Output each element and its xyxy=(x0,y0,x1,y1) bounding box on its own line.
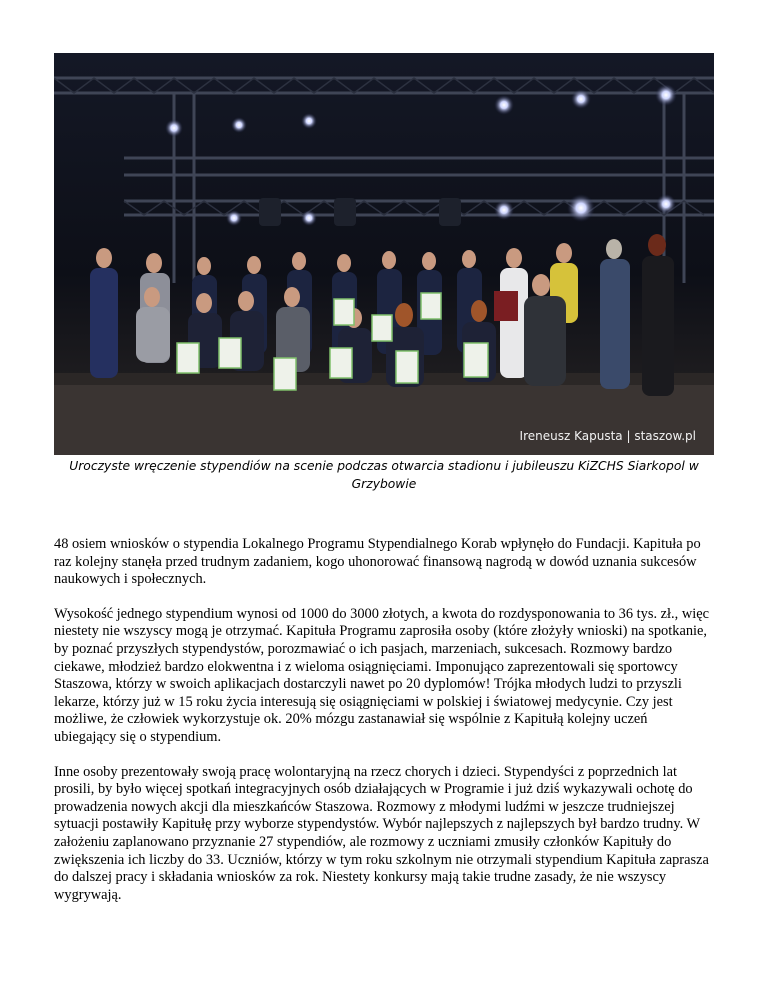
article-photo xyxy=(54,53,714,455)
group-photo-stage-image xyxy=(54,53,714,455)
photo-credit: Ireneusz Kapusta | staszow.pl xyxy=(519,429,696,443)
article-body xyxy=(54,536,712,921)
photo-caption: Uroczyste wręczenie stypendiów na scenie podczas otwarcia stadionu i jubileuszu KiZCHS Siarkopol w Grzybowie xyxy=(69,459,699,491)
paragraph: Wysokość jednego stypendium wynosi od 1000 do 3000 złotych, a kwota do rozdysponowania to 36 tys. zł., więc niestety nie wszyscy mogą je otrzymać. Kapituła Programu zaprosiła osoby (które złożyły wnioski) na spotkanie, by poznać przyszłych stypendystów, porozmawiać o ich pasjach, marzeniach, sukcesach. Rozmowy bardzo ciekawe, młodzież bardzo elokwentna i z wieloma osiągnięciami. Imponująco zaprezentowali się sportowcy Staszowa, którzy w swoich aplikacjach dostarczyli nawet po 20 dyplomów! Trójka młodych ludzi to przyszli lekarze, którzy już w 15 roku życia interesują się osiągnięciami w polskiej i światowej medycynie. Czy jest możliwe, że człowiek wykorzystuje ok. 20% mózgu zastanawiał się wspólnie z Kapitułą kolejny uczeń ubiegający się o stypendium. xyxy=(54,605,710,745)
paragraph: 48 osiem wniosków o stypendia Lokalnego Programu Stypendialnego Korab wpłynęło do Fundacji. Kapituła po raz kolejny stanęła przed trudnym zadaniem, kogo uhonorować finansową nagrodą w dowód uznania sukcesów naukowych i społecznych. xyxy=(54,536,701,588)
paragraph: Inne osoby prezentowały swoją pracę wolontaryjną na rzecz chorych i dzieci. Stypendyści z poprzednich lat prosili, by było więcej spotkań integracyjnych osób działających w Programie i już dziś wykazywali ochotę do prowadzenia nowych akcji dla mieszkańców Staszowa. Rozmowy z młodymi ludźmi w jeszcze trudniejszej sytuacji postawiły Kapitułę przy wyborze stypendystów. Wybór najlepszych z najlepszych był bardzo trudny. W założeniu zaplanowano przyznanie 27 stypendiów, ale rozmowy z uczniami zmusiły członków Kapituły do zwiększenia ich liczby do 33. Uczniów, którzy w tym roku szkolnym nie otrzymali stypendium Kapituła zaprasza do dalszej pracy i składania wniosków za rok. Niestety konkursy mają takie trudne zasady, że nie wszyscy wygrywają. xyxy=(54,763,709,903)
